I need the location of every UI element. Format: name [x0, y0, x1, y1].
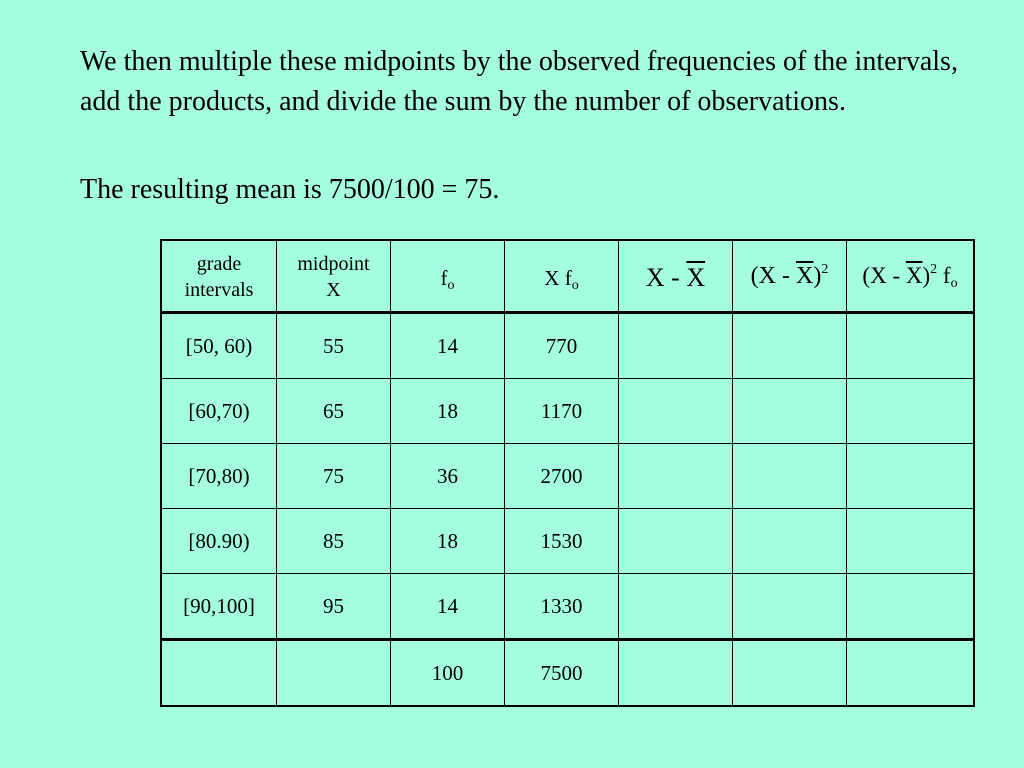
cell-squared-deviation	[733, 509, 847, 574]
cell-squared-deviation-fo	[847, 509, 975, 574]
cell-deviation	[619, 379, 733, 444]
cell-total-midpoint	[277, 640, 391, 707]
header-observed-frequency: $f_o$	[391, 240, 505, 313]
cell-interval: [50, 60)	[161, 313, 277, 379]
table-row	[161, 379, 974, 444]
header-squared-deviation: $(X - \overline{X})^2$	[733, 240, 847, 313]
header-midpoint-label: midpoint	[297, 253, 370, 275]
cell-fo: 18	[391, 379, 505, 444]
cell-total-xfo: 7500	[505, 640, 619, 707]
mean-result-text: The resulting mean is 7500/100 = 75.	[80, 174, 500, 205]
cell-interval: [80.90)	[161, 509, 277, 574]
frequency-table	[160, 239, 975, 707]
header-x-times-fo: X $f_o$	[505, 240, 619, 313]
cell-xfo: 1330	[505, 574, 619, 640]
header-grade-intervals: grade intervals	[161, 240, 277, 313]
table-header-row	[161, 240, 974, 313]
cell-fo: 14	[391, 574, 505, 640]
cell-interval: [60,70)	[161, 379, 277, 444]
cell-total-interval	[161, 640, 277, 707]
totals-row	[161, 640, 974, 707]
cell-midpoint: 75	[277, 444, 391, 509]
cell-deviation	[619, 574, 733, 640]
cell-xfo: 1530	[505, 509, 619, 574]
cell-squared-deviation	[733, 379, 847, 444]
cell-fo: 18	[391, 509, 505, 574]
header-deviation: X - $\overline{X}$	[619, 240, 733, 313]
header-midpoint-symbol: X	[326, 279, 341, 301]
table-row	[161, 509, 974, 574]
header-squared-deviation-times-fo: $(X - \overline{X})^2$ $f_o$	[847, 240, 975, 313]
cell-total-deviation	[619, 640, 733, 707]
cell-interval: [90,100]	[161, 574, 277, 640]
cell-squared-deviation	[733, 574, 847, 640]
cell-midpoint: 65	[277, 379, 391, 444]
cell-squared-deviation-fo	[847, 379, 975, 444]
cell-deviation	[619, 509, 733, 574]
cell-midpoint: 95	[277, 574, 391, 640]
cell-xfo: 1170	[505, 379, 619, 444]
table-row	[161, 444, 974, 509]
explanation-paragraph: We then multiple these midpoints by the observed frequencies of the intervals, add the products, and divide the sum by the number of observations.	[80, 46, 958, 117]
cell-deviation	[619, 444, 733, 509]
cell-interval: [70,80)	[161, 444, 277, 509]
cell-xfo: 2700	[505, 444, 619, 509]
header-midpoint	[277, 240, 391, 313]
table-row	[161, 313, 974, 379]
cell-total-fo: 100	[391, 640, 505, 707]
cell-midpoint: 85	[277, 509, 391, 574]
table-row	[161, 574, 974, 640]
cell-squared-deviation	[733, 313, 847, 379]
cell-xfo: 770	[505, 313, 619, 379]
cell-squared-deviation	[733, 444, 847, 509]
cell-squared-deviation-fo	[847, 574, 975, 640]
cell-total-squared-deviation	[733, 640, 847, 707]
cell-squared-deviation-fo	[847, 444, 975, 509]
cell-fo: 36	[391, 444, 505, 509]
cell-fo: 14	[391, 313, 505, 379]
cell-total-squared-deviation-fo	[847, 640, 975, 707]
cell-squared-deviation-fo	[847, 313, 975, 379]
cell-deviation	[619, 313, 733, 379]
cell-midpoint: 55	[277, 313, 391, 379]
